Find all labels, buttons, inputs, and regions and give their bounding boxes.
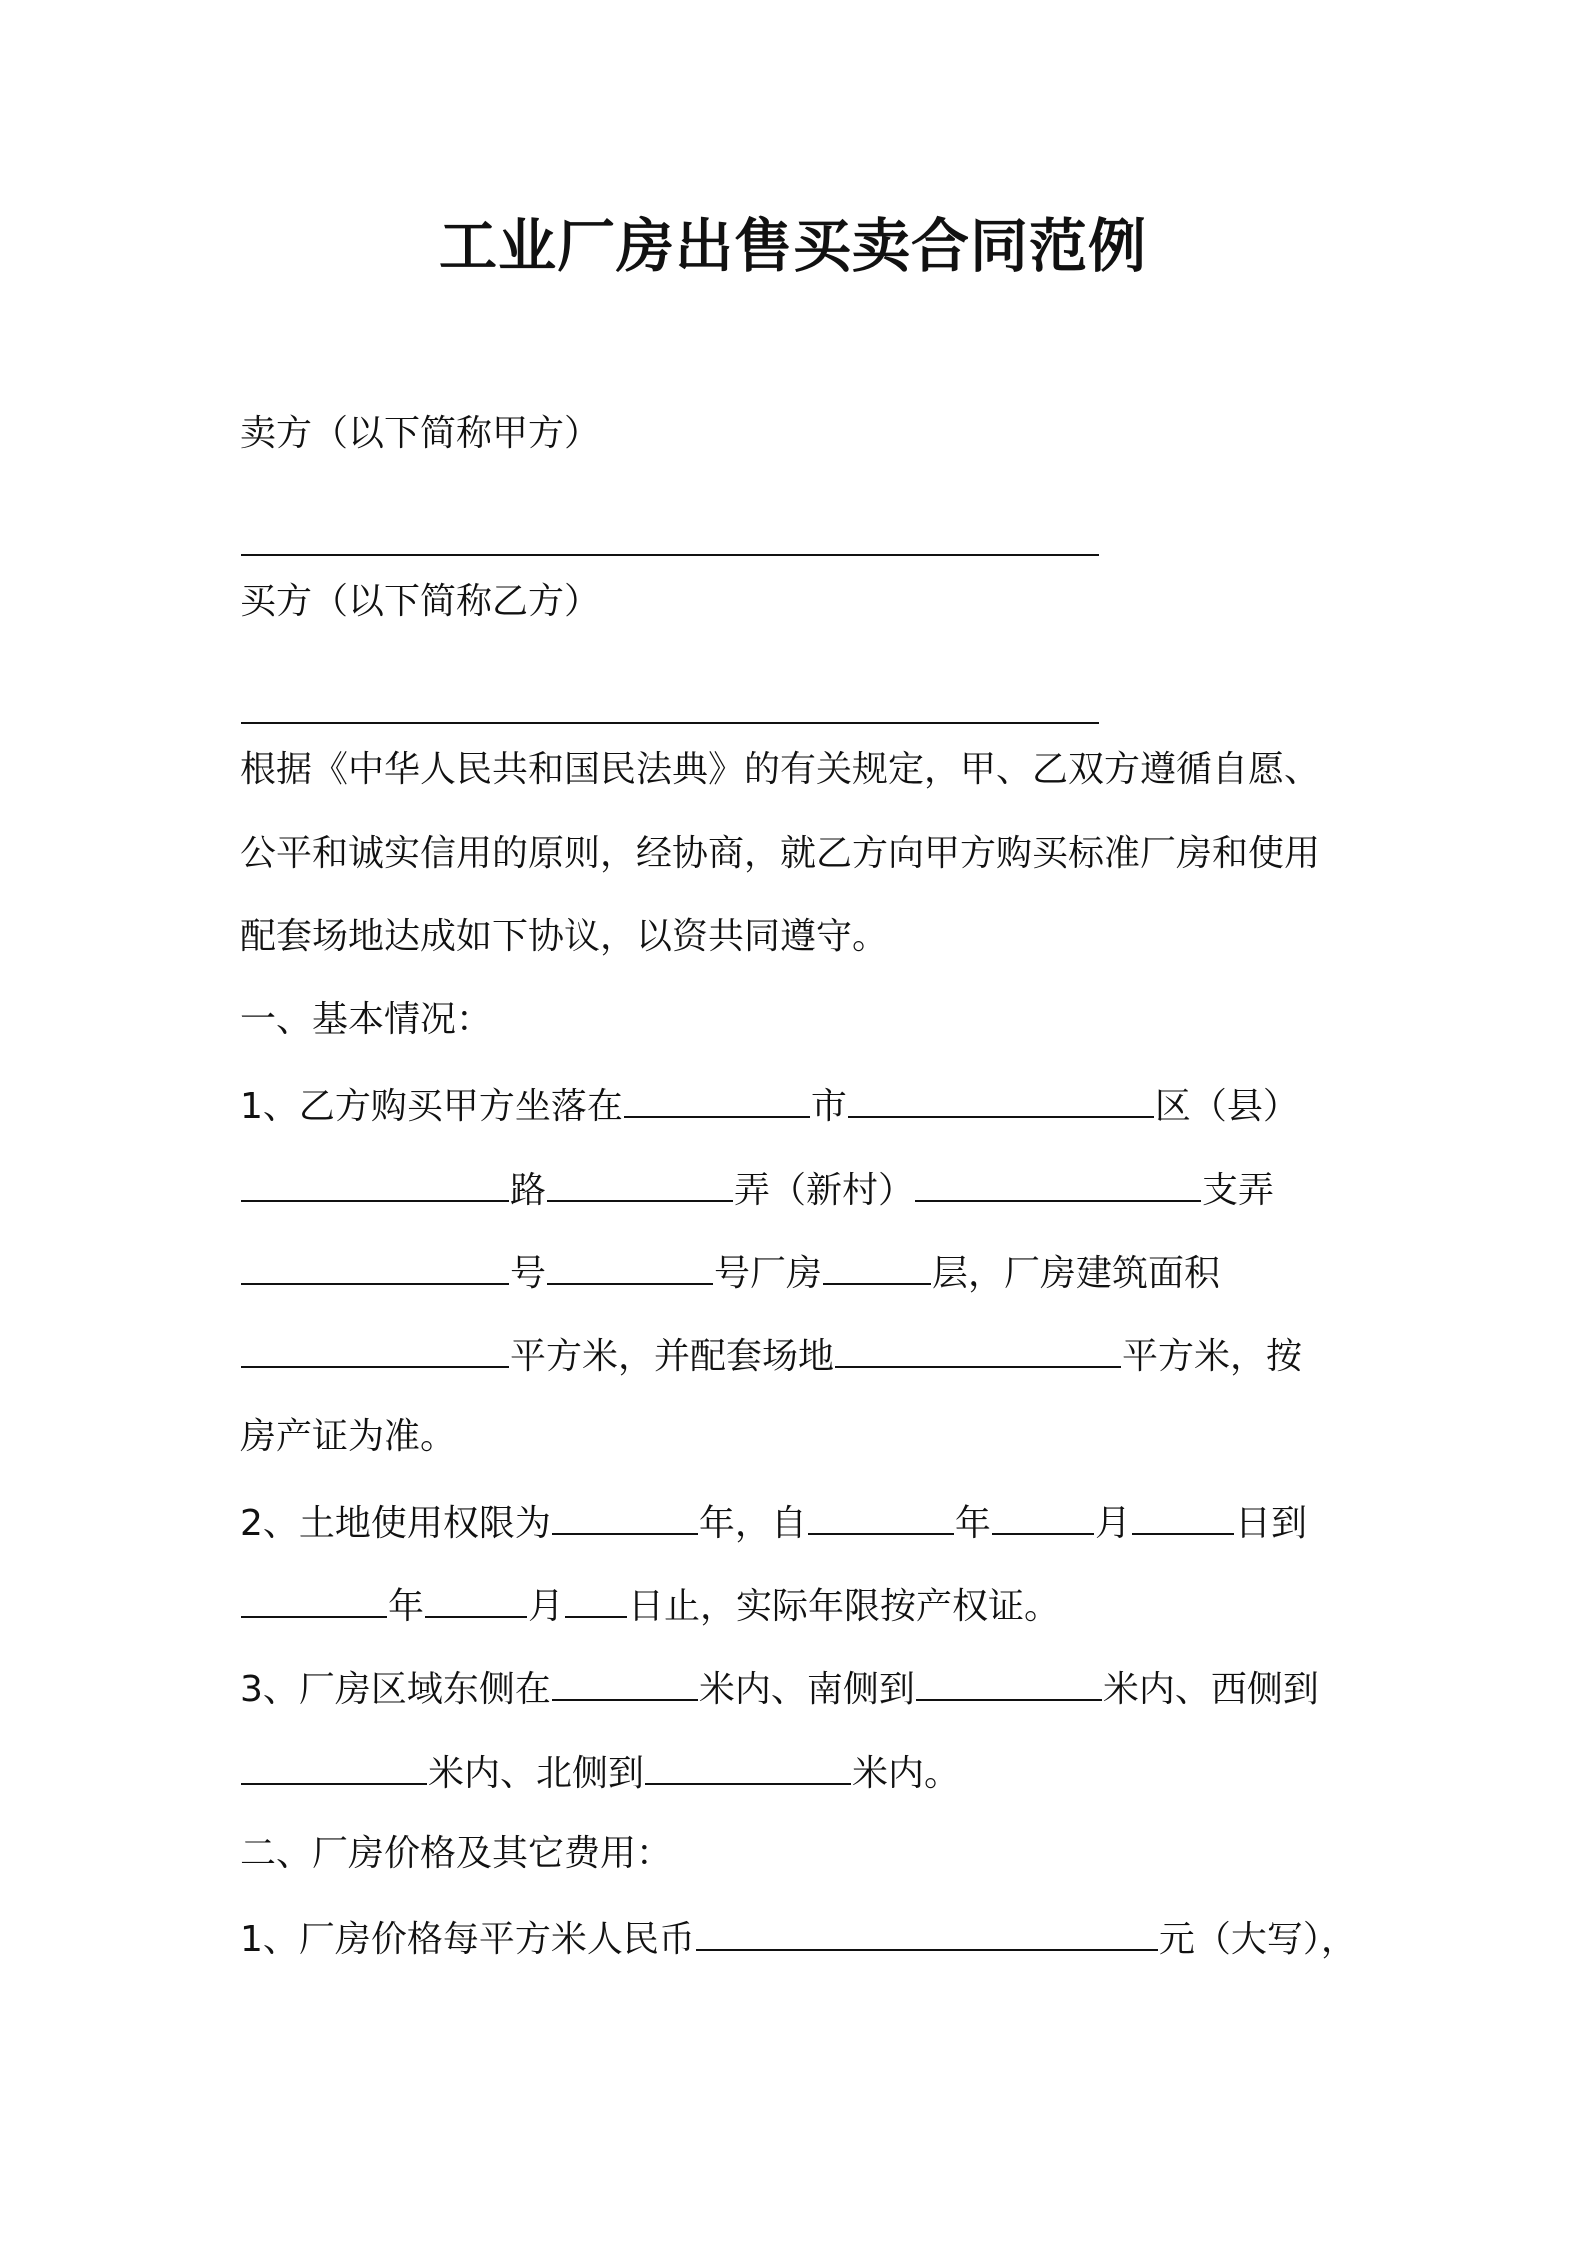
s1-item1-text: 支弄 — [1202, 1170, 1275, 1211]
buyer-name-line — [240, 686, 1100, 737]
road-blank[interactable] — [241, 1164, 509, 1202]
section-1-heading: 一、基本情况： — [240, 999, 493, 1040]
floor-blank[interactable] — [823, 1247, 931, 1285]
s1-item3-line-1 — [240, 1663, 1319, 1714]
section-2-heading: 二、厂房价格及其它费用： — [240, 1833, 673, 1874]
s1-item1-text: 1、乙方购买甲方坐落在 — [240, 1086, 623, 1127]
s1-item1-text: 路 — [510, 1170, 547, 1211]
s1-item1-text: 弄（新村） — [734, 1170, 915, 1211]
west-boundary-blank[interactable] — [241, 1747, 427, 1785]
document-title: 工业厂房出售买卖合同范例 — [438, 212, 1147, 280]
s1-item2-text: 2、土地使用权限为 — [240, 1503, 551, 1544]
s1-item1-text: 区（县） — [1154, 1086, 1299, 1127]
s1-item2-text: 年，自 — [698, 1503, 807, 1544]
s1-item3-text: 米内、南侧到 — [698, 1669, 915, 1710]
intro-line-2: 公平和诚实信用的原则，经协商，就乙方向甲方购买标准厂房和使用 — [240, 833, 1321, 874]
intro-line-1: 根据《中华人民共和国民法典》的有关规定，甲、乙双方遵循自愿、 — [240, 749, 1321, 790]
s1-item1-text: 号厂房 — [714, 1253, 823, 1294]
city-blank[interactable] — [624, 1080, 810, 1118]
lane-blank[interactable] — [547, 1164, 733, 1202]
s1-item1-text: 市 — [810, 1086, 847, 1127]
s2-item1-line-1 — [240, 1913, 1357, 1964]
building-number-blank[interactable] — [547, 1247, 713, 1285]
start-year-blank[interactable] — [808, 1497, 954, 1535]
s1-item1-line-3 — [240, 1247, 1220, 1298]
east-boundary-blank[interactable] — [552, 1663, 698, 1701]
s1-item2-text: 日到 — [1234, 1503, 1307, 1544]
s1-item3-text: 米内、北侧到 — [428, 1753, 645, 1794]
s1-item3-line-2 — [240, 1747, 960, 1798]
district-blank[interactable] — [848, 1080, 1154, 1118]
s1-item2-line-2 — [240, 1580, 1060, 1631]
s1-item3-text: 3、厂房区域东侧在 — [240, 1669, 551, 1710]
s1-item1-line-5: 房产证为准。 — [240, 1416, 457, 1457]
end-day-blank[interactable] — [565, 1580, 627, 1618]
number-blank[interactable] — [241, 1247, 509, 1285]
s2-item1-text: 1、厂房价格每平方米人民币 — [240, 1919, 695, 1960]
s1-item1-line-2 — [240, 1164, 1274, 1215]
s1-item2-text: 月 — [1094, 1503, 1131, 1544]
s2-item1-text: 元（大写）， — [1158, 1919, 1357, 1960]
s1-item2-text: 月 — [528, 1586, 565, 1627]
sub-lane-blank[interactable] — [915, 1164, 1201, 1202]
s1-item1-text: 号 — [510, 1253, 547, 1294]
s1-item1-line-4 — [240, 1330, 1302, 1381]
seller-name-line — [240, 518, 1100, 569]
s1-item1-text: 平方米，并配套场地 — [510, 1336, 835, 1377]
land-years-blank[interactable] — [552, 1497, 698, 1535]
s1-item2-text: 日止，实际年限按产权证。 — [628, 1586, 1061, 1627]
seller-label: 卖方（以下简称甲方） — [240, 413, 601, 454]
end-year-blank[interactable] — [241, 1580, 387, 1618]
buyer-name-blank[interactable] — [241, 686, 1099, 724]
s1-item2-line-1 — [240, 1497, 1307, 1548]
building-area-blank[interactable] — [241, 1330, 509, 1368]
s1-item1-text: 层，厂房建筑面积 — [932, 1253, 1221, 1294]
site-area-blank[interactable] — [835, 1330, 1121, 1368]
s1-item1-line-1 — [240, 1080, 1299, 1131]
s1-item3-text: 米内、西侧到 — [1102, 1669, 1319, 1710]
north-boundary-blank[interactable] — [645, 1747, 851, 1785]
start-day-blank[interactable] — [1132, 1497, 1234, 1535]
s1-item1-text: 平方米，按 — [1122, 1336, 1303, 1377]
s1-item2-text: 年 — [388, 1586, 425, 1627]
south-boundary-blank[interactable] — [916, 1663, 1102, 1701]
end-month-blank[interactable] — [425, 1580, 527, 1618]
start-month-blank[interactable] — [992, 1497, 1094, 1535]
s1-item2-text: 年 — [954, 1503, 991, 1544]
buyer-label: 买方（以下简称乙方） — [240, 581, 601, 622]
price-blank[interactable] — [696, 1913, 1158, 1951]
s1-item3-text: 米内。 — [852, 1753, 961, 1794]
intro-line-3: 配套场地达成如下协议，以资共同遵守。 — [240, 916, 889, 957]
seller-name-blank[interactable] — [241, 518, 1099, 556]
